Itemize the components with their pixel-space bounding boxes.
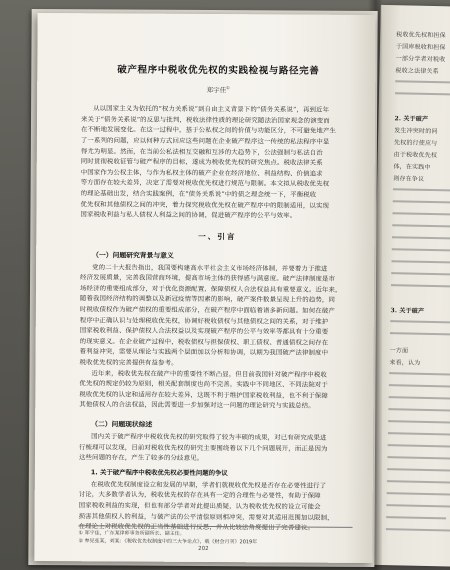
subsection-heading-review: （二）问题现状综述 <box>91 420 153 429</box>
right-page-illegible-line <box>395 80 450 83</box>
right-page-text-line: 一部分学者对税收 <box>395 55 446 64</box>
right-page-illegible-line <box>391 272 450 276</box>
text-line: 优先权的规定仍较为原则，相关配套制度也尚不完善，实践中不同地区、不同法院对于 <box>79 379 328 389</box>
footnote-2: ② 参见张某，刘某：《税收优先权制度中的三大争论点》，载《财会月刊》2019年 <box>78 538 258 546</box>
text-line: 行梳理可以发现，目前对税收优先权的研究主要围绕着以下几个问题展开，而正是因为 <box>79 442 328 453</box>
right-page-illegible-line <box>392 236 450 239</box>
right-page-illegible-line <box>387 468 450 472</box>
right-page-illegible-line <box>389 372 450 376</box>
text-line: 党的二十大报告指出，我国要构建高水平社会主义市场经济体制，并要着力于推进 <box>92 262 328 273</box>
background-paragraph-2 <box>79 368 353 412</box>
right-page-illegible-line <box>388 444 450 448</box>
right-page-illegible-line <box>391 260 450 263</box>
right-page-text-line: 则存在争议 <box>393 175 425 183</box>
right-page-text-line: 发生冲突时的问 <box>394 127 438 136</box>
background-paragraph-1 <box>80 262 355 370</box>
section-heading-introduction: 一、引言 <box>198 231 237 241</box>
right-page-illegible-line <box>395 92 450 96</box>
text-line: 着利益冲突，需要从理论与实践两个层面加以分析和协调，以期为我国破产法律制度中 <box>79 347 329 358</box>
text-line: 税收优先权的完善提供有益参考。 <box>79 358 178 367</box>
author-name: 郑宇佳 <box>206 86 227 95</box>
right-page-illegible-line <box>393 188 450 191</box>
text-line: 经济发展质量，完善我国营商环境，提高市场主体的获得感与满意度。破产法律制度是市 <box>80 273 336 284</box>
right-page-text-line: 由于税收优先权 <box>393 151 438 160</box>
text-line: 场经济的重要组成部分，对于优化资源配置、保障债权人合法权益具有重要意义。近年来， <box>79 284 342 294</box>
right-page-illegible-line <box>392 212 450 215</box>
abstract-paragraph <box>80 103 355 221</box>
text-line: 随着我国经济结构的调整以及新冠疫情等因素的影响，破产案件数量呈现上升的趋势，同 <box>79 294 336 305</box>
text-line: 在税收优先权制度设立和发展的早期，学者们就税收优先权是否存在必要性进行了 <box>90 480 327 490</box>
text-line: 时税收债权作为破产债权的重要组成部分，在破产程序中面临着诸多新问题。如何在破产 <box>79 305 335 315</box>
right-page-text-line: 先权的行使应与 <box>393 139 438 148</box>
text-line: 从以国家主义为依托的“权力关系说”到自由主义背景下的“债务关系说”，再到近年 <box>93 104 330 114</box>
right-page-illegible-line <box>388 408 450 411</box>
subsection-heading-background: （一）问题研究背景与意义 <box>92 250 174 260</box>
text-line: 近年来，税收优先权在破产中的重要性不断凸显，但目前我国针对破产程序中税收 <box>91 368 327 379</box>
page-content <box>79 61 356 533</box>
text-line: 得尤为明显。然而，在当前公私法相互交融和互涉的大趋势下，公法强制与私法自治 <box>80 146 323 157</box>
text-line: 中国家作为公权主体，与作为私权主体的破产企业在经济地位、利益结构、价值追求 <box>80 167 323 178</box>
right-page-text-line: 体，在实践中 <box>393 163 431 171</box>
right-page-illegible-line <box>389 396 450 400</box>
text-line: 其他债权人的合法权益，因此需要进一步加强对这一问题的理论研究与实践总结。 <box>79 400 315 411</box>
page-number: 202 <box>198 545 209 553</box>
text-line: 讨论，大多数学者认为，税收优先权的存在具有一定的合理性与必要性，有助于保障 <box>78 490 321 501</box>
right-page-illegible-line <box>387 480 450 483</box>
text-line: 等方面存在较大差异，决定了需要对税收优先权进行规范与限制。本文拟从税收优先权 <box>80 178 330 189</box>
subsubsection-heading-necessity: 1. 关于破产程序中税收优先权必要性问题的争议 <box>90 468 228 477</box>
text-line: 在理论上对税收优先权的正当性基础进行反思，并从比较法角度提出了完善建议。 <box>78 522 315 532</box>
text-line: 了一系列的问题，应以何种方式回应这些问题在企业破产程序这一传统的私法程序中显 <box>80 136 330 146</box>
article-title: 破产程序中税收优先权的实践检视与路径完善 <box>117 64 320 77</box>
right-page-text-line: 2. 关于破产 <box>394 115 429 123</box>
review-paragraph <box>79 431 353 464</box>
right-page-illegible-line <box>390 320 450 324</box>
author-footnote-mark: ① <box>226 85 230 91</box>
right-page-illegible-line <box>387 492 450 496</box>
text-line: 同时贯彻税收征管与破产程序的目标，遂成为税收优先权的研究焦点。税收法律关系 <box>80 157 323 167</box>
text-line: 国家税收利益的实现，但也有部分学者对此提出质疑，认为税收优先权的设立可能会 <box>78 501 321 511</box>
text-line: 国家税收利益与私人债权人利益之间的协调，促进破产程序的公平与效率。 <box>80 210 297 220</box>
text-line: 来关于“债务关系说”的反思与批判，税收法律性质的理论研究随法治国家观念的演变而 <box>81 114 330 125</box>
text-line: 的现实意义。在企业破产过程中，税收债权与担保债权、职工债权、普通债权之间存在 <box>79 337 329 347</box>
right-page-text-line: 来看，认为 <box>389 359 421 367</box>
text-line: 税收优先权的认定和适用存在较大差异，这既不利于维护国家税收利益，也不利于保障 <box>79 390 328 400</box>
left-page <box>34 13 375 563</box>
right-page-illegible-line <box>388 432 450 435</box>
right-page-illegible-line <box>387 456 450 459</box>
right-page-text-line: 税收优先权和担保 <box>396 31 446 40</box>
right-page-text-line: 一方面 <box>389 347 409 355</box>
text-line: 国内关于破产程序中税收优先权的研究取得了较为丰硕的成果，对已有研究成果进 <box>91 432 327 442</box>
right-page-illegible-line <box>388 420 450 424</box>
text-line: 的理论基础出发，结合实践案例，在“债务关系说”中的债之理念统一下，平衡税收 <box>80 189 317 199</box>
right-page-illegible-line <box>390 332 450 335</box>
right-page-illegible-line <box>386 516 446 519</box>
right-page-illegible-line <box>393 200 450 204</box>
right-page-text-line: 3. 关于破产 <box>390 307 425 315</box>
right-page-illegible-line <box>391 284 450 287</box>
footnote-1: ① 郑宇佳，广东某律师事务所副所长、副主任。 <box>78 530 185 537</box>
text-line: 程序中正确认识与处理税收优先权，协调好税收债权与其他债权之间的关系，对于维护 <box>79 315 329 326</box>
text-line: 优先权和其他债权之间的冲突，着力探究税收优先权在破产程序中的限制适用，以实现 <box>80 199 330 210</box>
right-page-illegible-line <box>386 504 450 508</box>
right-page-illegible-line <box>389 384 450 387</box>
text-line: 国家税收利益、保护债权人合法权益以及实现破产程序的公平与效率等都具有十分重要 <box>79 326 329 337</box>
right-page-illegible-line <box>386 528 450 532</box>
right-page-text-line: 于国库税收和担保 <box>395 43 446 52</box>
text-line: 损害其他债权人的利益，与破产法的公平清偿原则相冲突，需要对其适用范围加以限制， <box>78 511 334 522</box>
text-line: 在不断地发展变化。在这一过程中，基于公私权之间的价值与功能区分，不可避免地产生 <box>80 125 337 136</box>
right-page-text-line: 税收之法律关系 <box>395 67 439 76</box>
footnotes-area <box>78 525 352 547</box>
right-page-illegible-line <box>392 224 450 228</box>
text-line: 这些问题的存在，产生了较多的分歧意见。 <box>78 453 204 463</box>
right-page-illegible-line <box>392 248 450 252</box>
author-line <box>81 84 355 95</box>
